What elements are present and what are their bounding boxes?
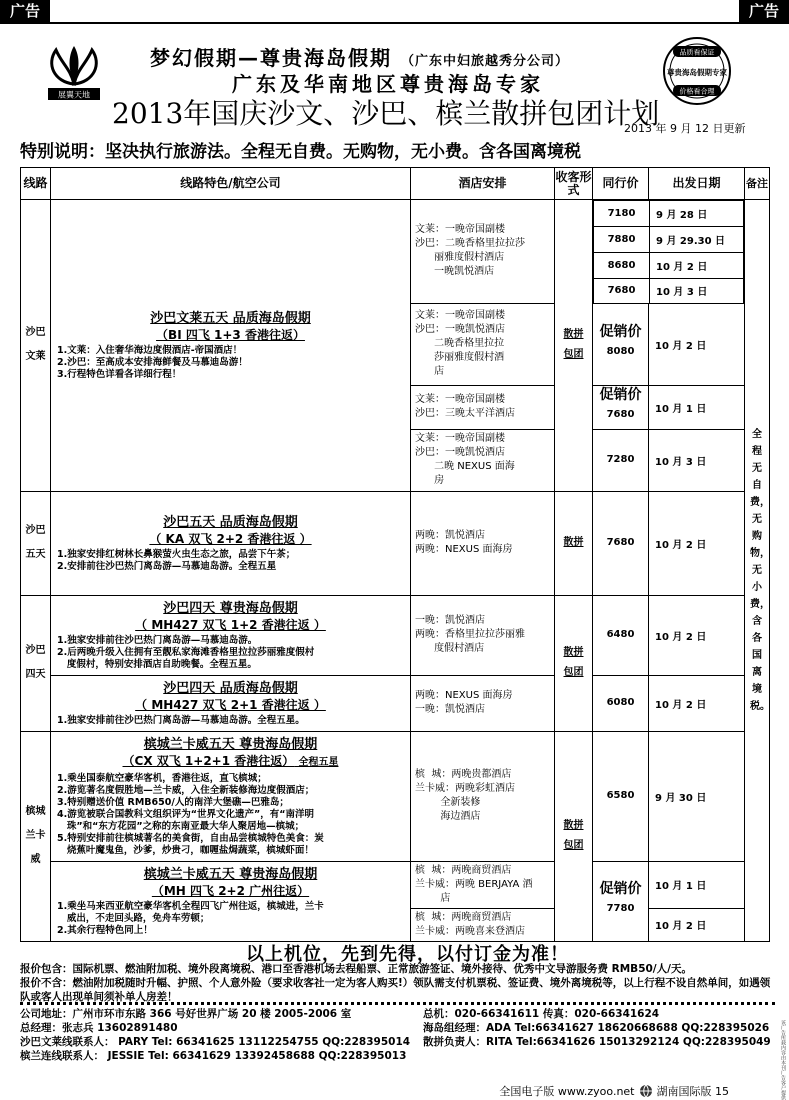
hotel-cell: 文莱：一晚帝国副楼 沙巴：一晚凯悦酒店 二晚香格里拉拉 莎丽雅度假村酒 店	[411, 303, 555, 385]
date: 9 月 28 日	[650, 201, 744, 227]
remark-cell: 全程无自费，无购物，无小费，含各国离境税。	[745, 200, 770, 942]
date: 10 月 2 日	[649, 491, 745, 595]
seal-bottom-text: 价格看合理	[679, 87, 715, 96]
header-title-3: 2013年国庆沙文、沙巴、槟兰散拼包团计划	[112, 97, 660, 130]
route-name: 沙巴文莱	[21, 200, 51, 492]
hotel-cell: 一晚：凯悦酒店 两晚：香格里拉拉莎丽雅 度假村酒店	[411, 595, 555, 675]
inclusions	[20, 962, 775, 1004]
date: 10 月 2 日	[649, 303, 745, 385]
col-hotel: 酒店安排	[411, 168, 555, 200]
brand-logo-icon	[40, 42, 108, 104]
col-features: 线路特色/航空公司	[51, 168, 411, 200]
table-header-row	[21, 168, 770, 200]
footer-right: 湖南国际版 15	[656, 1085, 729, 1098]
sub-tail: 全程五星	[298, 756, 339, 768]
table-row	[21, 861, 770, 908]
date: 10 月 2 日	[649, 595, 745, 675]
date: 10 月 2 日	[649, 908, 745, 941]
first-come-notice: 以上机位，先到先得，以付订金为准！	[246, 944, 569, 965]
price-cell: 促销价 8080	[593, 303, 649, 385]
col-date: 出发日期	[649, 168, 745, 200]
included-text: 报价包含：国际机票、燃油附加税、境外段离境税、港口至香港机场去程船票、正常旅游签证、境外接待、优秀中文导游服务费 RMB50/人/天。	[20, 963, 692, 975]
collect-cell: 散拼	[555, 491, 593, 595]
header-title-1: 梦幻假期—尊贵海岛假期 （广东中妇旅越秀分公司）	[150, 46, 569, 70]
table-row	[21, 675, 770, 731]
date: 9 月 29.30 日	[650, 227, 744, 253]
col-remark: 备注	[745, 168, 770, 200]
side-note: 该广告所载内容由本刊广告客户提供	[780, 1020, 786, 1100]
price-cell: 7680	[593, 491, 649, 595]
price-cell: 促销价 7780	[593, 861, 649, 941]
ad-tag-left: 广告	[0, 0, 50, 22]
col-price: 同行价	[593, 168, 649, 200]
route-features: 沙巴文莱五天 品质海岛假期 （BI 四飞 1+3 香港往返） 1.文莱：入住奢华海边度假酒店-帝国酒店！ 2.沙巴：至高成本安排海鲜餐及马慕迪岛游！ 3.行程特色详看各详细行程！	[51, 200, 411, 492]
route-features: 槟城兰卡威五天 尊贵海岛假期 （MH 四飞 2+2 广州往返） 1.乘坐马来西亚航空豪华客机全程四飞广州往返，槟城进，兰卡 威出，不走回头路，免舟车劳顿； 2.其余行程特色同上！	[51, 861, 411, 941]
route-features: 沙巴四天 尊贵海岛假期 （ MH427 双飞 1+2 香港往返 ） 1.独家安排前往沙巴热门离岛游—马慕迪岛游。 2.后两晚升级入住拥有至靓私家海滩香格里拉拉莎丽雅度假村 度假村，特别安排酒店自助晚餐。全程五星。	[51, 595, 411, 675]
brand-logo-text: 展翼天地	[58, 90, 90, 100]
date: 10 月 1 日	[649, 385, 745, 429]
collect-cell: 散拼 包团	[555, 595, 593, 731]
route-features: 沙巴四天 品质海岛假期 （ MH427 双飞 2+1 香港往返 ） 1.独家安排前往沙巴热门离岛游—马慕迪岛游。全程五星。	[51, 675, 411, 731]
col-collect: 收客形式	[555, 168, 593, 200]
hotel-cell: 文莱：一晚帝国副楼 沙巴：三晚太平洋酒店	[411, 385, 555, 429]
collect-cell: 散拼 包团	[555, 200, 593, 492]
footer-left: 全国电子版 www.zyoo.net	[499, 1085, 635, 1098]
table-row	[21, 491, 770, 595]
hotel-cell: 两晚：NEXUS 面海房 一晚：凯悦酒店	[411, 675, 555, 731]
seal-middle-text: 尊贵海岛假期专家	[667, 68, 727, 77]
route-features: 沙巴五天 品质海岛假期 （ KA 双飞 2+2 香港往返 ） 1.独家安排红树林长鼻猴萤火虫生态之旅，品尝下午茶； 2.安排前往沙巴热门离岛游—马慕迪岛游。全程五星	[51, 491, 411, 595]
route-name: 槟城兰卡威	[21, 731, 51, 941]
route-name: 沙巴五天	[21, 491, 51, 595]
hotel-cell: 槟 城：两晚商贸酒店 兰卡威：两晚喜来登酒店	[411, 908, 555, 941]
date: 10 月 2 日	[650, 253, 744, 279]
top-rule	[0, 22, 789, 24]
price: 7180	[594, 201, 650, 227]
table-row	[21, 595, 770, 675]
price: 7880	[594, 227, 650, 253]
date: 10 月 1 日	[649, 861, 745, 908]
globe-icon	[639, 1084, 653, 1098]
footer	[499, 1083, 729, 1099]
table-row	[21, 200, 770, 304]
hotel-cell: 槟 城：两晚贵都酒店 兰卡威：两晚彩虹酒店 全新装修 海边酒店	[411, 731, 555, 861]
special-note: 特别说明：坚决执行旅游法。全程无自费。无购物，无小费。含各国离境税	[20, 142, 581, 162]
header-title-2: 广东及华南地区尊贵海岛专家	[232, 72, 544, 96]
price-cell: 促销价 7680	[593, 385, 649, 429]
date: 10 月 3 日	[649, 429, 745, 491]
date: 9 月 30 日	[649, 731, 745, 861]
hotel-cell: 文莱：一晚帝国副楼 沙巴：一晚凯悦酒店 二晚 NEXUS 面海 房	[411, 429, 555, 491]
table-row	[21, 731, 770, 861]
price-cell: 6080	[593, 675, 649, 731]
header-title-1-sub: （广东中妇旅越秀分公司）	[400, 54, 569, 69]
price: 7680	[594, 279, 650, 303]
price: 8680	[594, 253, 650, 279]
updated-date: 2013 年 9 月 12 日更新	[624, 122, 746, 135]
dotted-divider	[20, 1002, 775, 1005]
contacts: 公司地址：广州市环市东路 366 号好世界广场 20 楼 2005-2006 室 总机：020-66341611 传真：020-66341624 总经理：张志兵 13602891480 海岛组经理：ADA Tel:66341627 18620668688 QQ:228395026 沙巴文莱线联系人： PARY Tel: 66341625 13112254755 QQ:228395014 散拼负责人：RITA Tel:66341626 15013292124 QQ:228395049 槟兰连线联系人： JESSIE Tel: 66341629 13392458688 QQ:228395013	[20, 1008, 771, 1062]
collect-cell: 散拼 包团	[555, 731, 593, 941]
price-cell: 6580	[593, 731, 649, 861]
date: 10 月 2 日	[649, 675, 745, 731]
hotel-cell: 文莱：一晚帝国副楼 沙巴：二晚香格里拉拉莎 丽雅度假村酒店 一晚凯悦酒店	[411, 200, 555, 304]
ad-tag-right: 广告	[739, 0, 789, 22]
route-features: 槟城兰卡威五天 尊贵海岛假期 （CX 双飞 1+2+1 香港往返） 全程五星 1.乘坐国泰航空豪华客机，香港往返，直飞槟城； 2.游览著名度假胜地—兰卡威，入住全新装修海边度假酒店； 3.特别赠送价值 RMB650/人的南洋大堡礁—巴雅岛； 4.游览被联合国教科文组织评为“世界文化遗产”，有“南洋明 珠”和“东方花园”之称的东南亚最大华人聚居地—槟城； 5.特别安排前往槟城著名的美食街，自由品尝槟城特色美食：炭 烧蕉叶魔鬼鱼，沙爹，炒贵刁，咖喱盐焗蔬菜，槟城虾面！	[51, 731, 411, 861]
quality-seal-icon	[662, 36, 732, 106]
col-route: 线路	[21, 168, 51, 200]
hotel-cell: 槟 城：两晚商贸酒店 兰卡威：两晚 BERJAYA 酒 店	[411, 861, 555, 908]
price-date-cell	[593, 200, 745, 304]
seal-top-text: 品质看保证	[679, 48, 715, 57]
route-name: 沙巴四天	[21, 595, 51, 731]
price-cell: 7280	[593, 429, 649, 491]
tour-table	[20, 167, 770, 942]
price-cell: 6480	[593, 595, 649, 675]
excluded-text: 报价不含：燃油附加税随时升幅、护照、个人意外险（要求收客社一定为客人购买!）领队需支付机票税、签证费、境外离境税等，以上行程不设自然单间，如遇领队或客人出现单间须补单人房差！	[20, 977, 771, 1003]
date: 10 月 3 日	[650, 279, 744, 303]
hotel-cell: 两晚：凯悦酒店 两晚：NEXUS 面海房	[411, 491, 555, 595]
